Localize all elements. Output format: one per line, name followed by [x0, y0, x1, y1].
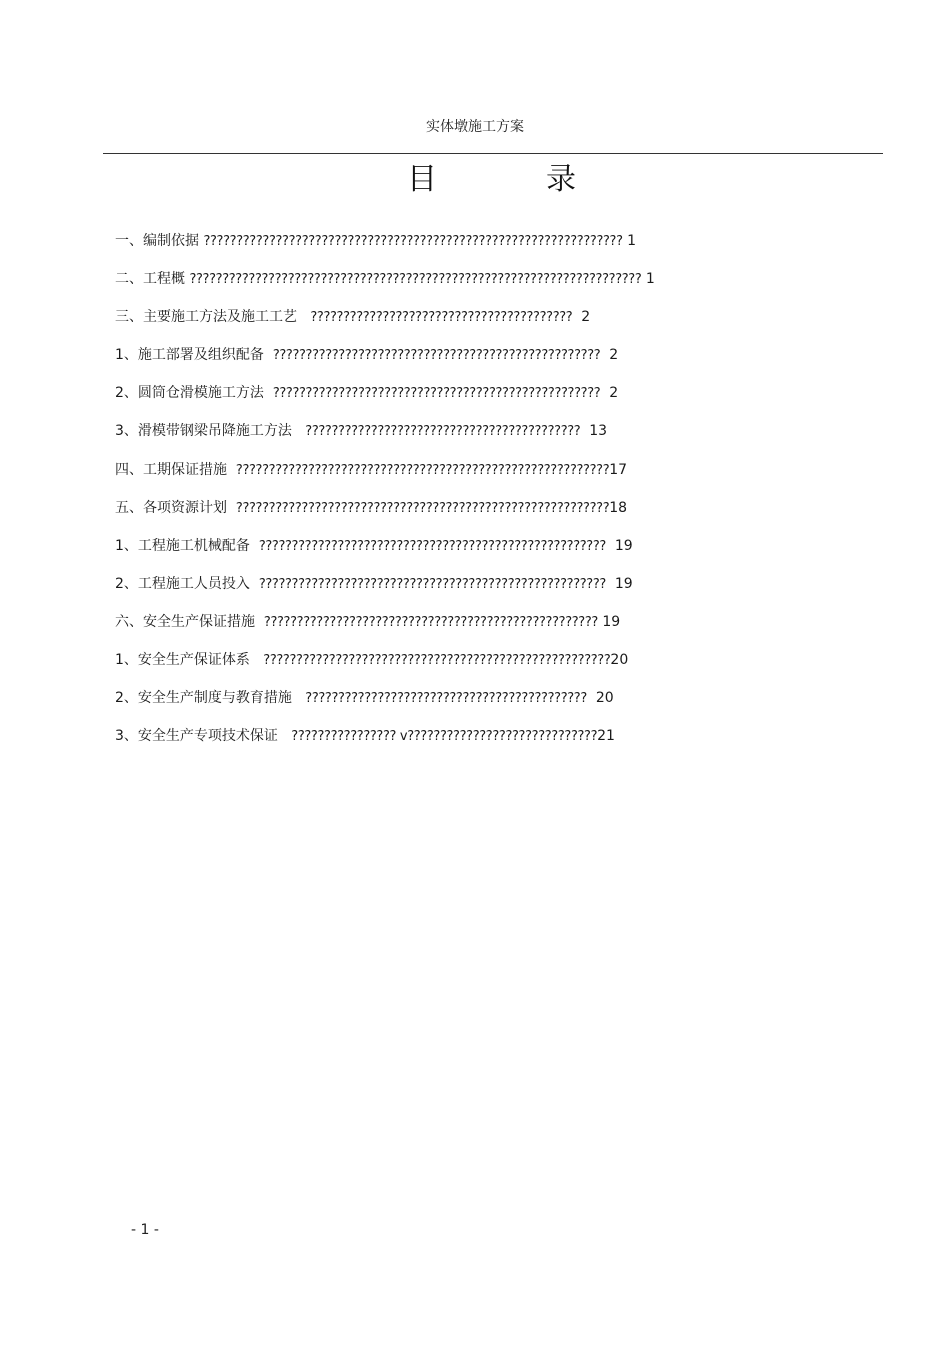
toc-entry-label: 3、滑模带钢梁吊降施工方法 [115, 423, 306, 440]
toc-entry-leader: ????????????????????????????????????????????????????? [263, 653, 611, 669]
toc-entry-label: 四、工期保证措施 [115, 461, 236, 478]
toc-list [115, 232, 815, 765]
toc-entry-page: 21 [597, 728, 615, 745]
toc-entry[interactable] [115, 308, 815, 346]
toc-entry-page: 18 [609, 499, 628, 516]
toc-entry-leader: ????????????????????????????????????????????????????????? [235, 462, 610, 478]
toc-entry-label: 二、工程概 [115, 271, 190, 288]
toc-entry-leader: ??????????????????????????????????????????????????? [263, 614, 598, 630]
toc-entry[interactable] [115, 689, 815, 727]
toc-entry-label: 一、编制依据 [115, 233, 204, 249]
toc-entry-label: 2、圆筒仓滑模施工方法 [115, 385, 273, 402]
toc-entry[interactable] [115, 651, 815, 689]
toc-entry-page: 2 [572, 309, 591, 326]
toc-entry[interactable] [115, 346, 815, 384]
toc-entry-label: 2、工程施工人员投入 [115, 575, 259, 592]
page-number: - 1 - [131, 1222, 159, 1238]
toc-entry-page: 1 [641, 271, 655, 288]
toc-entry-leader: ???????????????????????????????????????????????????????????????? [203, 234, 623, 249]
toc-entry-page: 20 [610, 652, 629, 669]
toc-entry-leader: ??????????????????????????????????????????? [305, 691, 587, 707]
toc-title-char-2: 录 [546, 162, 576, 197]
toc-entry[interactable] [115, 232, 815, 270]
toc-entry[interactable] [115, 727, 815, 765]
toc-entry-leader: ????????????????????????????????????????????????????????????????????? [189, 272, 642, 288]
toc-entry-label: 2、安全生产制度与教育措施 [115, 690, 306, 707]
toc-entry-page: 13 [580, 423, 608, 440]
toc-title-char-1: 目 [407, 162, 437, 197]
toc-entry[interactable] [115, 422, 815, 460]
toc-entry-page: 19 [605, 537, 633, 554]
toc-entry-leader: ?????????????????????????????????????????????????? [272, 348, 601, 364]
header-divider [103, 153, 883, 154]
page-header-title: 实体墩施工方案 [426, 119, 524, 135]
toc-entry[interactable] [115, 499, 815, 537]
toc-entry-label: 1、安全生产保证体系 [115, 652, 264, 669]
toc-entry[interactable] [115, 384, 815, 422]
toc-entry-page: 19 [597, 613, 621, 630]
toc-entry-label: 三、主要施工方法及施工工艺 [115, 309, 311, 326]
toc-entry-page: 1 [622, 233, 637, 249]
toc-entry-leader: ?????????????????????????????????????????????????? [272, 386, 601, 402]
toc-entry-label: 1、施工部署及组织配备 [115, 347, 273, 364]
toc-entry-page: 2 [600, 347, 619, 364]
toc-entry-label: 3、安全生产专项技术保证 [115, 728, 292, 745]
toc-entry-label: 1、工程施工机械配备 [115, 537, 259, 554]
toc-entry-leader: ?????????????????????????????????????????? [305, 424, 581, 440]
toc-entry[interactable] [115, 537, 815, 575]
toc-entry-label: 五、各项资源计划 [115, 499, 236, 516]
toc-entry-leader: ????????????????????????????????????????????????????? [258, 576, 606, 592]
toc-entry-label: 六、安全生产保证措施 [115, 613, 264, 630]
toc-entry-leader: ????????????????????????????????????????????????????? [258, 538, 606, 554]
toc-entry[interactable] [115, 270, 815, 308]
toc-entry-page: 2 [600, 385, 619, 402]
toc-entry-page: 19 [605, 575, 633, 592]
toc-entry[interactable] [115, 613, 815, 651]
toc-entry-page: 17 [609, 461, 628, 478]
toc-entry-leader: ???????????????? v????????????????????????????? [291, 729, 598, 745]
toc-entry-leader: ???????????????????????????????????????? [310, 310, 573, 326]
toc-entry-page: 20 [586, 690, 614, 707]
toc-entry-leader: ????????????????????????????????????????????????????????? [235, 500, 610, 516]
toc-entry[interactable] [115, 461, 815, 499]
toc-entry[interactable] [115, 575, 815, 613]
